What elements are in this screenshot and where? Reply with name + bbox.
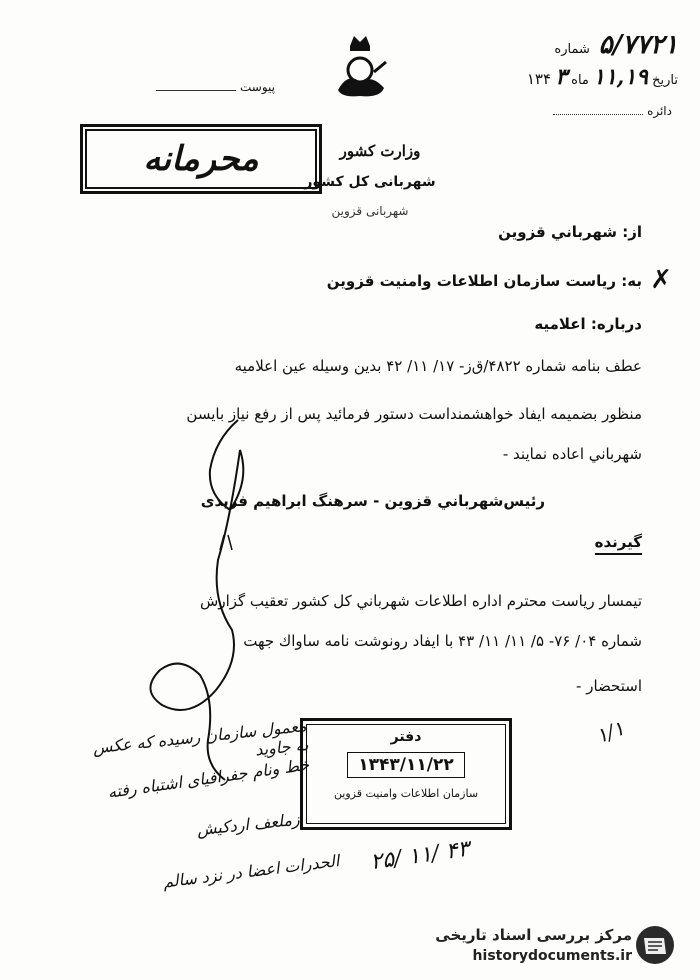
header-year: ۱۳۴ — [526, 70, 552, 88]
registry-stamp-date — [307, 755, 505, 775]
handwritten-margin-note: ۱/۱ — [592, 715, 628, 749]
handwritten-note-line-4: الحدرات اعضا در نزد سالم — [161, 851, 341, 892]
attachment-label: پیوست — [240, 80, 275, 94]
letter-signature: رئيس‌شهرباني قزوين - سرهنگ ابراهيم فريدی — [200, 492, 545, 510]
letter-body-line-2: منظور بضميمه ايفاد خواهشمنداست دستور فرمائيد پس از رفع نياز بايسن — [186, 405, 642, 423]
emblem-ministry: وزارت کشور — [339, 142, 421, 160]
attachment — [135, 80, 275, 94]
header-month-value: ۳ — [555, 64, 568, 90]
emblem-local: شهربانی قزوین — [331, 204, 409, 218]
recipient-line-1: تيمسار رياست محترم اداره اطلاعات شهرباني كل كشور تعقيب گزارش — [200, 592, 642, 610]
recipient-line-2: شماره ۰۴/ ۷۶- ۵/ ۱۱/ ۱۱/ ۴۳ با ايفاد رونوشت نامه ساواك جهت — [243, 632, 642, 650]
header-month-label: ماه — [571, 73, 589, 88]
registry-stamp — [300, 718, 512, 830]
watermark-logo-icon — [634, 924, 676, 966]
header-number — [438, 30, 678, 60]
recipient-heading-text: گيرنده — [595, 533, 642, 555]
handwritten-note-line-3: زملعف اردکیش — [195, 809, 301, 840]
watermark-url: historydocuments.ir — [472, 948, 632, 964]
registry-stamp-date-value: ۱۳۴۳/۱۱/۲۲ — [347, 752, 464, 778]
recipient-heading — [522, 533, 642, 551]
header-number-label: شماره — [554, 42, 590, 57]
classification-stamp — [80, 124, 322, 194]
letter-body-line-3: شهرباني اعاده نمايند - — [502, 445, 642, 463]
header-date-value: ۱۱,۱۹ — [593, 64, 648, 90]
header-number-value: ۵/۷۷۲۱ — [598, 30, 678, 60]
classification-stamp-text: محرمانه — [143, 139, 259, 179]
handwritten-note-line-1: معمول سازمان رسیده که عکس به جاوید — [91, 716, 310, 760]
lion-sun-emblem-icon — [330, 32, 390, 102]
header-date-label: تاریخ — [652, 73, 678, 88]
letter-to: به: رياست سازمان اطلاعات وامنيت قزوين — [326, 272, 642, 290]
handwritten-x-mark: ✗ — [650, 265, 672, 295]
letter-body-line-1: عطف بنامه شماره ۴۸۲۲/ق‌ز- ۱۷/ ۱۱/ ۴۲ بدين وسيله عين اعلاميه — [234, 357, 642, 375]
registry-stamp-org: سازمان اطلاعات وامنیت قزوین — [333, 787, 479, 800]
header-office — [512, 104, 672, 118]
handwritten-note-line-2: خط ونام جفرافیای اشتباه رفته — [106, 754, 311, 802]
letter-from: از: شهرباني قزوين — [498, 223, 642, 241]
watermark-title: مرکز بررسی اسناد تاریخی — [435, 926, 632, 944]
emblem-police: شهربانی کل کشور — [304, 174, 436, 190]
header-office-label: دائره — [647, 104, 672, 118]
letter-subject: درباره: اعلاميه — [534, 315, 642, 333]
header-date — [398, 64, 678, 90]
recipient-line-3: استحضار - — [576, 677, 642, 695]
handwritten-note-date: ۲۵/ ۱۱/ ۴۳ — [368, 836, 472, 876]
registry-stamp-title: دفتر — [390, 729, 422, 745]
